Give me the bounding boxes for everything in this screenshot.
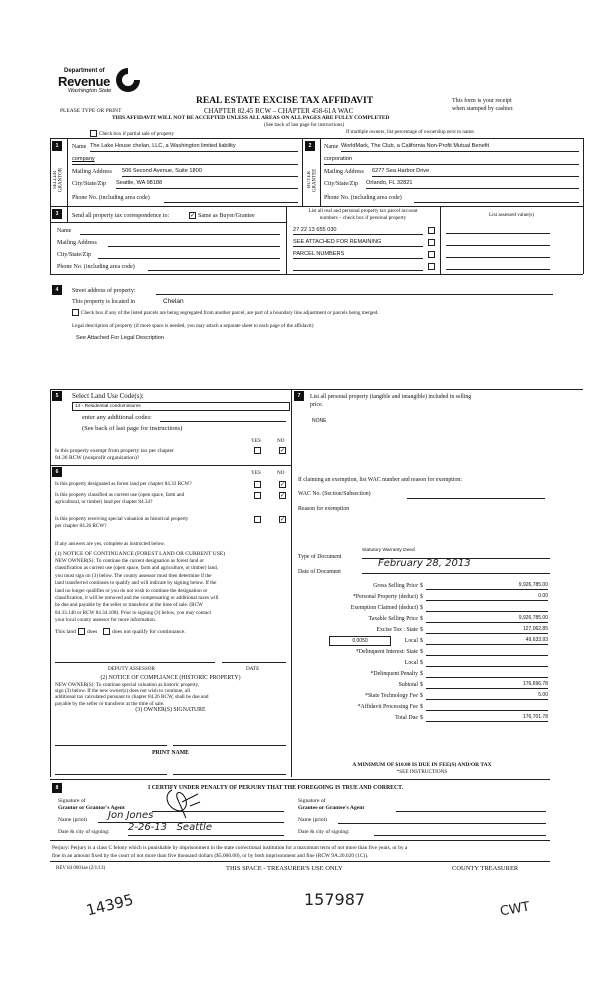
buyer-mailing-label: Mailing Address [324,169,364,175]
grantor-date-field[interactable]: 2-26-13 Seattle [128,822,284,836]
owner-signature-field-1[interactable] [55,745,167,746]
grantee-signature-field[interactable] [396,804,546,812]
buyer-mailing-field[interactable]: 6277 Sea Harbor Drive [372,168,579,177]
seller-phone-label: Phone No. (including area code) [72,195,150,201]
section-1-number: 1 [52,141,62,151]
personal-property-deduct-field[interactable]: 0.00 [426,593,548,601]
tax-row: Total Due $ 176,701.78 [395,714,548,721]
logo-revenue: Revenue [58,74,111,89]
personal-property-label-1: List all personal property (tangible and intangible) included in selling [310,394,472,400]
parcel-number-field[interactable]: 27 22 13 655 030 [293,227,423,235]
seller-grantor-label: SELLER GRANTOR [53,167,64,193]
tax-row: *Delinquent Penalty $ [296,669,552,680]
segregated-checkbox[interactable] [72,309,79,316]
this-land-label: This land [55,629,76,635]
wac-field[interactable] [407,490,545,499]
seller-name-field-2[interactable]: company [72,156,298,165]
completion-warning: THIS AFFIDAVIT WILL NOT BE ACCEPTED UNLESS ALL AREAS ON ALL PAGES ARE FULLY COMPLETED [112,115,390,121]
grantee-name-label: Name (print) [298,817,328,823]
correspondence-city-field[interactable] [98,251,280,259]
parcel-personal-checkbox[interactable] [428,239,435,246]
grantee-name-field[interactable] [338,816,546,824]
tax-row: *Personal Property (deduct) $ 0.00 [352,593,548,600]
dor-logo [58,64,148,104]
segregated-label: Check box if any of the listed parcels are being segregated from another parcel, are part of a boundary line adjustment or parcels being merged. [81,310,379,316]
handwritten-number-1: 14395 [84,890,136,920]
tax-row: *Affidavit Processing Fee $ [296,702,552,713]
doc-type-field[interactable]: Statutory Warranty Deed [362,548,550,559]
assessed-value-field[interactable] [446,245,550,246]
print-name-label: PRINT NAME [151,750,190,756]
local-rate-box[interactable]: 0.0050 [329,636,391,646]
seller-name-label: Name [72,144,87,150]
certify-statement: I CERTIFY UNDER PENALTY OF PERJURY THAT THE FOREGOING IS TRUE AND CORRECT. [148,785,404,791]
perjury-text-2: fine in an amount fixed by the court of not more than five thousand dollars ($5,000.00), or by both imprisonment and fine (RCW 9A.20.020 (1C)). [52,853,369,859]
handwritten-initials: CWT [498,899,531,920]
seller-name-field-1[interactable]: The Lake House chelan, LLC, a Washington limited liability [90,143,298,152]
multiple-owners-note: If multiple owners, list percentage of ownership next to name. [346,129,475,135]
tax-row: *State Technology Fee $ 5.00 [365,692,548,699]
buyer-city-field[interactable]: Orlando, FL 32821 [366,180,579,189]
taxable-selling-price-field[interactable]: 9,926,785.00 [426,615,548,623]
sec6-no-header: NO [277,470,285,476]
notice-compliance-text: NEW OWNER(S): To continue special valuation as historic property, sign (3) below. If the new owner(s) does not wish to continue, all additional tax calculated pursuant to chapter 84.26 RCW, shall be due and payable by the seller or transferor at the time of sale. [55,682,209,707]
handwritten-number-2: 157987 [304,890,366,909]
gross-selling-price-field[interactable]: 9,926,785.00 [426,582,548,590]
see-instructions-note: *SEE INSTRUCTIONS [396,769,448,775]
parcel-personal-checkbox[interactable] [428,263,435,270]
form-title: REAL ESTATE EXCISE TAX AFFIDAVIT [196,96,374,106]
delinquent-interest-local-field[interactable] [426,659,548,667]
section-8-number: 8 [52,783,62,793]
parcel-number-field[interactable]: PARCEL NUMBERS [293,251,423,259]
owner-signature-title: (3) OWNER(S) SIGNATURE [135,707,206,713]
grantee-date-field[interactable] [374,828,546,836]
parcel-header-2: numbers – check box if personal property [319,215,407,221]
personal-property-label-2: price. [310,402,324,408]
delinquent-penalty-field[interactable] [426,670,548,678]
current-use-question-2: agricultural, or timber) land per chapter 84.34? [55,499,153,505]
exempt-question-2: 84.36 RCW (nonprofit organization)? [55,455,140,461]
buyer-name-field-2[interactable]: corporation [324,156,579,165]
please-type-label: PLEASE TYPE OR PRINT [60,108,122,114]
current-use-question-1: Is this property classified as current use (open space, farm and [55,492,185,498]
grantor-signature-label-1: Signature of [58,798,86,804]
does-qualify-checkbox[interactable] [78,628,85,635]
tax-row: Gross Selling Price $ 9,926,785.00 [373,582,548,589]
grantor-date-label: Date & city of signing: [58,829,110,835]
tax-row: 0.0050 Local $ 49,633.93 [296,636,552,647]
same-as-buyer-checkbox[interactable]: ✓ [190,212,196,219]
instructions-note: (See back of last page for instructions) [264,122,345,128]
street-address-field[interactable] [156,287,553,295]
tax-row: *Delinquent Interest: State $ [296,647,552,658]
partial-sale-label: Check box if partial sale of property [99,131,175,137]
sec6-yes-header: YES [251,470,261,476]
land-use-select[interactable]: 14 - Residential condominiums [72,402,290,411]
seller-mailing-field[interactable]: 506 Second Avenue, Suite 1800 [122,168,298,177]
county-treasurer-label: COUNTY TREASURER [452,865,519,872]
exemption-claimed-field[interactable] [426,604,548,612]
see-back-note: (See back of last page for instructions) [82,425,183,432]
form-id: REV 84 0001ae (2/1/13) [56,866,106,871]
print-name-field-2[interactable] [173,774,286,775]
buyer-grantee-label: BUYER GRANTEE [307,168,318,192]
grantee-signature-label-2: Grantee or Grantee's Agent [298,805,365,811]
perjury-text-1: Perjury: Perjury is a class C felony which is punishable by imprisonment in the state correctional institution for a maximum term of not more than five years, or by a [52,845,408,851]
total-due-field[interactable]: 176,701.78 [426,714,548,722]
correspondence-label: Send all property tax correspondence to: [72,213,170,219]
if-yes-note: If any answers are yes, complete as instructed below. [55,541,166,547]
deputy-date-label: DATE [246,666,260,672]
seller-phone-field[interactable] [164,194,298,203]
legal-description-label: Legal description of property (if more space is needed, you may attach a separate sheet to each page of the affidavit) [72,323,314,329]
historic-question-1: Is this property receiving special valuation as historical property [55,516,189,522]
buyer-name-label: Name [324,144,339,150]
exempt-no-header: NO [277,438,285,444]
historic-question-2: per chapter 84.26 RCW? [55,523,107,529]
print-name-field-1[interactable] [55,774,167,775]
grantor-name-field[interactable]: Jon Jones [98,810,284,823]
deputy-assessor-signature[interactable] [55,662,215,663]
buyer-city-label: City/State/Zip [324,181,358,187]
correspondence-mailing-label: Mailing Address [57,240,97,246]
assessed-value-field[interactable] [446,257,550,258]
logo-washington-state: Washington State [68,88,112,94]
assessed-value-field[interactable] [446,233,550,234]
exempt-no-checkbox[interactable]: ✓ [280,447,286,454]
grantee-date-label: Date & city of signing: [298,829,350,835]
correspondence-city-label: City/State/Zip [57,252,91,258]
correspondence-name-field[interactable] [80,227,280,235]
treasurer-use-label: THIS SPACE - TREASURER'S USE ONLY [226,865,343,872]
wac-label: WAC No. (Section/Subsection) [298,491,371,497]
correspondence-mailing-field[interactable] [108,239,280,247]
receipt-note-2: when stamped by cashier. [452,106,514,112]
parcel-personal-checkbox[interactable] [428,227,435,234]
additional-codes-label: enter any additional codes: [82,414,152,421]
grantor-name-label: Name (print) [58,817,88,823]
correspondence-phone-label: Phone No. (including area code) [57,264,135,270]
assessed-value-field[interactable] [446,269,550,270]
correspondence-phone-field[interactable] [148,263,280,271]
receipt-note-1: This form is your receipt [452,98,512,104]
section-6-number: 6 [52,467,62,477]
parcel-personal-checkbox[interactable] [428,251,435,258]
exempt-yes-header: YES [251,438,261,444]
located-in-label: This property is located in [72,299,135,305]
grantor-signature-label-2: Grantor or Grantor's Agent [58,805,125,811]
exemption-reason-label: Reason for exemption [298,506,350,512]
does-qualify-label: does [87,629,98,635]
delinquent-interest-state-field[interactable] [426,648,548,656]
seller-city-label: City/State/Zip [72,181,106,187]
land-use-label: Select Land Use Code(s): [72,392,144,400]
tax-row: Exemption Claimed (deduct) $ [296,603,552,614]
parcel-number-field[interactable] [293,263,423,271]
logo-dept-of: Department of [64,68,105,74]
affidavit-processing-fee-field[interactable] [426,703,548,711]
doc-date-field[interactable]: February 28, 2013 [362,558,550,574]
same-as-buyer-label: Same as Buyer/Grantee [198,213,255,219]
section-3-number: 3 [52,209,62,219]
historic-yes-checkbox[interactable] [254,516,261,523]
owner-signature-field-2[interactable] [173,745,286,746]
tax-row: Taxable Selling Price $ 9,926,785.00 [368,615,548,622]
does-not-qualify-label: does not qualify for continuance. [112,629,186,635]
deputy-assessor-label: DEPUTY ASSESSOR [108,666,155,672]
tax-row: Excise Tax : State $ 127,062.85 [376,626,548,633]
form-subtitle: CHAPTER 82.45 RCW – CHAPTER 458-61A WAC [204,107,354,115]
does-not-qualify-checkbox[interactable] [103,628,110,635]
buyer-phone-field[interactable] [414,194,579,203]
exempt-question-1: Is this property exempt from property tax per chapter [55,448,174,454]
street-address-label: Street address of property: [72,288,136,294]
tax-row: Local $ [296,658,552,669]
excise-tax-local-field[interactable]: 49,633.93 [426,637,548,645]
legal-description-value[interactable]: See Attached For Legal Description [76,335,164,341]
section-2-number: 2 [305,141,315,151]
buyer-name-field-1[interactable]: WorldMark, The Club, a California Non-Profit Mutual Benefit [341,143,579,152]
tax-row: Subtotal $ 176,696.78 [398,681,548,688]
current-use-yes-checkbox[interactable] [254,492,261,499]
forest-land-yes-checkbox[interactable] [254,481,261,488]
exempt-yes-checkbox[interactable] [254,447,261,454]
historic-no-checkbox[interactable]: ✓ [280,516,286,523]
state-technology-fee-field[interactable]: 5.00 [426,692,548,700]
buyer-phone-label: Phone No. (including area code) [324,195,402,201]
notice-continuance-text: NEW OWNER(S): To continue the current designation as forest land or classification as current use (open space, farm and agriculture, or timber) land, you must sign on (3) below. The county assessor must then determine if the land transferred continues to qualify and will indicate by signing below. If the land no longer qualifies or you do not wish to continue the designation or classification, it will be removed and the compensating or additional taxes will be due and payable by the seller or transferor at the time of sale. (RCW 84.33.140 or RCW 84.34.108). Prior to signing (3) below, you may contact your local county assessor for more information. [55,558,219,624]
minimum-due-note: A MINIMUM OF $10.00 IS DUE IN FEE(S) AND/OR TAX [352,762,492,768]
subtotal-field[interactable]: 176,696.78 [426,681,548,689]
partial-sale-checkbox[interactable] [90,130,97,137]
grantee-signature-label-1: Signature of [298,798,326,804]
located-in-value[interactable]: Chelan [163,298,184,305]
current-use-no-checkbox[interactable]: ✓ [280,492,286,499]
notice-continuance-title: (1) NOTICE OF CONTINUANCE (FOREST LAND OR CURRENT USE) [55,551,226,557]
deputy-assessor-date[interactable] [222,662,286,663]
doc-type-label: Type of Document [298,554,342,560]
personal-property-value[interactable]: NONE [312,418,327,424]
exemption-claim-label: If claiming an exemption, list WAC number and reason for exemption: [298,477,462,483]
parcel-header-1: List all real and personal property tax parcel account [308,208,418,214]
seller-city-field[interactable]: Seattle, WA 98188 [116,180,298,189]
section-5-number: 5 [52,391,62,401]
doc-date-label: Date of Document [298,569,341,575]
notice-compliance-title: (2) NOTICE OF COMPLIANCE (HISTORIC PROPERTY) [100,675,241,681]
assessed-header: List assessed value(s) [489,212,534,218]
parcel-number-field[interactable]: SEE ATTACHED FOR REMAINING [293,239,423,247]
forest-land-question: Is this property designated as forest land per chapter 84.33 RCW? [55,481,192,487]
excise-tax-state-field[interactable]: 127,062.85 [426,626,548,634]
section-7-number: 7 [294,391,304,401]
seller-mailing-label: Mailing Address [72,169,112,175]
correspondence-name-label: Name [57,228,72,234]
forest-land-no-checkbox[interactable]: ✓ [280,481,286,488]
logo-swirl-icon [114,66,142,94]
section-4-number: 4 [52,285,62,295]
additional-codes-field[interactable] [160,413,286,422]
